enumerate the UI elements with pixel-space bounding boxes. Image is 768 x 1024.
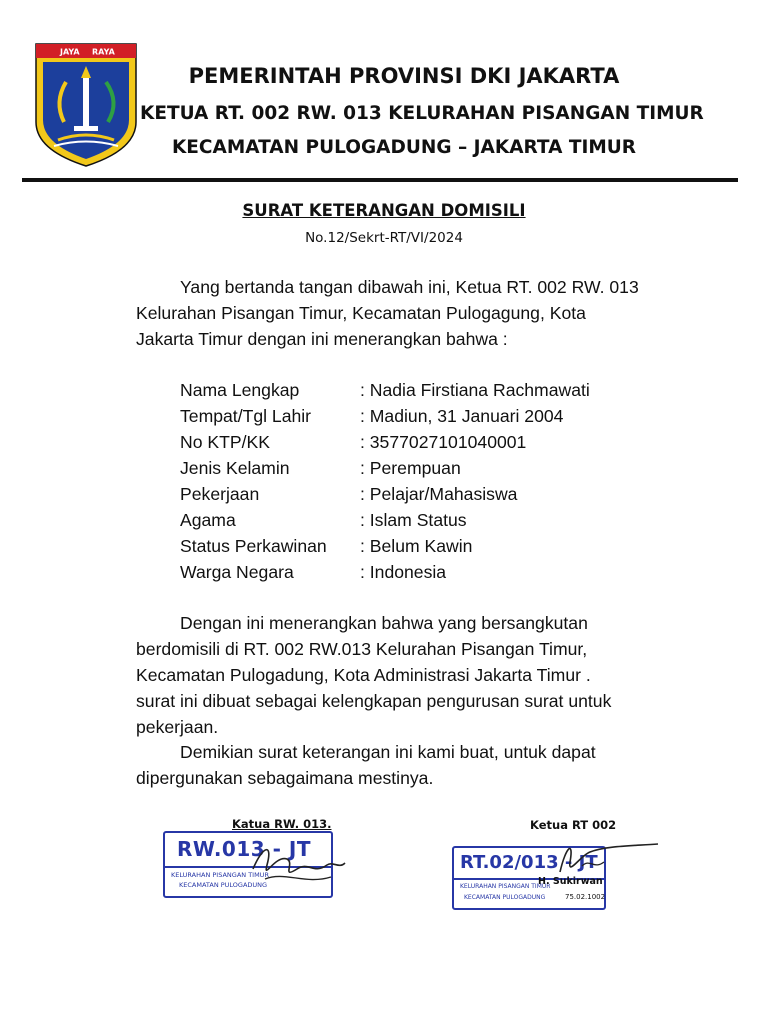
identity-value: : Belum Kawin — [360, 536, 473, 556]
header-government-name: PEMERINTAH PROVINSI DKI JAKARTA — [188, 64, 620, 88]
identity-value: : Indonesia — [360, 562, 447, 582]
header-divider — [22, 178, 738, 182]
closing-line: dipergunakan sebagaimana mestinya. — [136, 768, 434, 788]
closing-line: Demikian surat keterangan ini kami buat, untuk dapat — [180, 742, 596, 762]
identity-value: : Islam Status — [360, 510, 467, 530]
rw-stamp-main-text: RW.013 - JT — [177, 837, 311, 861]
statement-line: surat ini dibuat sebagai kelengkapan pengurusan surat untuk — [136, 691, 612, 711]
statement-line: berdomisili di RT. 002 RW.013 Kelurahan Pisangan Timur, — [136, 639, 588, 659]
rt-handwritten-signature — [520, 832, 670, 882]
letter-title: SURAT KETERANGAN DOMISILI — [242, 201, 526, 220]
identity-label: Agama — [180, 510, 236, 530]
intro-line: Jakarta Timur dengan ini menerangkan bahwa : — [136, 329, 508, 349]
identity-label: Nama Lengkap — [180, 380, 300, 400]
identity-label: Status Perkawinan — [180, 536, 327, 556]
identity-label: Tempat/Tgl Lahir — [180, 406, 312, 426]
rw-stamp-line2: KECAMATAN PULOGADUNG — [179, 881, 268, 889]
identity-label: Pekerjaan — [180, 484, 260, 504]
letter-number: No.12/Sekrt-RT/VI/2024 — [305, 230, 463, 246]
identity-value: : Madiun, 31 Januari 2004 — [360, 406, 564, 426]
identity-value: : Perempuan — [360, 458, 461, 478]
header-district-name: KECAMATAN PULOGADUNG – JAKARTA TIMUR — [171, 137, 637, 158]
intro-line: Kelurahan Pisangan Timur, Kecamatan Pulogagung, Kota — [136, 303, 586, 323]
statement-line: Kecamatan Pulogadung, Kota Administrasi Jakarta Timur . — [136, 665, 591, 685]
identity-label: No KTP/KK — [180, 432, 270, 452]
closing-paragraph — [136, 739, 696, 791]
svg-text:JAYA: JAYA — [60, 47, 80, 57]
intro-line: Yang bertanda tangan dibawah ini, Ketua RT. 002 RW. 013 — [180, 277, 639, 297]
identity-value: : 3577027101040001 — [360, 432, 527, 452]
rt-signer-code: 75.02.1002 — [565, 893, 606, 901]
rt-stamp-line2: KECAMATAN PULOGADUNG — [464, 894, 546, 901]
rw-stamp-line1: KELURAHAN PISANGAN TIMUR — [171, 871, 269, 879]
identity-value: : Nadia Firstiana Rachmawati — [360, 380, 590, 400]
rt-signature-title: Ketua RT 002 — [530, 818, 617, 832]
rw-signature-title: Katua RW. 013. — [232, 817, 332, 831]
intro-paragraph — [136, 274, 696, 352]
statement-line: Dengan ini menerangkan bahwa yang bersangkutan — [180, 613, 588, 633]
jakarta-coat-of-arms-logo — [34, 42, 138, 168]
svg-text:RAYA: RAYA — [92, 47, 115, 57]
statement-paragraph — [136, 610, 696, 740]
identity-label: Jenis Kelamin — [180, 458, 290, 478]
statement-line: pekerjaan. — [136, 717, 219, 737]
identity-label: Warga Negara — [180, 562, 294, 582]
header-rt-rw-name: KETUA RT. 002 RW. 013 KELURAHAN PISANGAN TIMUR — [140, 103, 704, 124]
rt-signer-name: H. Sukirwan — [538, 876, 603, 887]
identity-value: : Pelajar/Mahasiswa — [360, 484, 518, 504]
rt-stamp-main-text: RT.02/013 - JT — [460, 852, 598, 873]
rw-handwritten-signature — [235, 835, 350, 895]
rt-stamp-line1: KELURAHAN PISANGAN TIMUR — [460, 883, 551, 890]
